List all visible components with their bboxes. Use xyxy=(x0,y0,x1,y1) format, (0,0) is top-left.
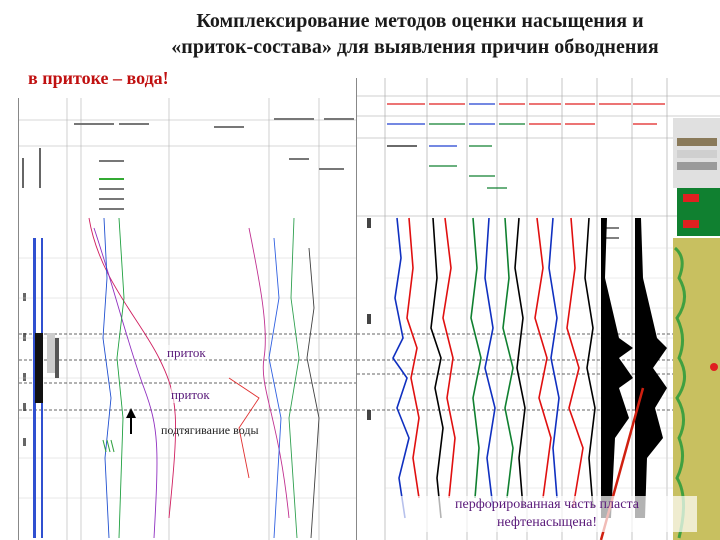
title-line-1: Комплексирование методов оценки насыщения и xyxy=(196,10,644,32)
left-log-panel xyxy=(18,98,361,540)
left-depth-lines xyxy=(19,258,361,498)
water-pull-arrow xyxy=(126,408,136,434)
title-line-2: «приток-состава» для выявления причин обводнения xyxy=(171,36,659,58)
perforated-caption xyxy=(397,496,697,532)
water-pull-label: подтягивание воды xyxy=(161,423,259,437)
perforated-caption-line-1: перфорированная часть пласта xyxy=(397,496,697,514)
right-log-panel xyxy=(356,78,720,540)
left-header-grid xyxy=(19,98,361,540)
lithology-column xyxy=(673,118,720,540)
left-header-marks xyxy=(74,118,354,210)
inflow-label-2: приток xyxy=(171,387,210,402)
right-log-chart xyxy=(357,78,720,540)
left-log-chart xyxy=(19,98,361,540)
perforated-caption-line-2: нефтенасыщена! xyxy=(397,514,697,532)
green-marks xyxy=(103,440,114,452)
right-header-rules xyxy=(387,104,665,188)
subtitle: в притоке – вода! xyxy=(28,68,169,88)
well-construction xyxy=(33,238,59,538)
right-depth-marks xyxy=(367,218,371,420)
right-depth-lines xyxy=(385,248,673,488)
page-title xyxy=(0,8,720,60)
inflow-label-1: приток xyxy=(167,345,206,360)
right-header-grid xyxy=(357,78,720,540)
